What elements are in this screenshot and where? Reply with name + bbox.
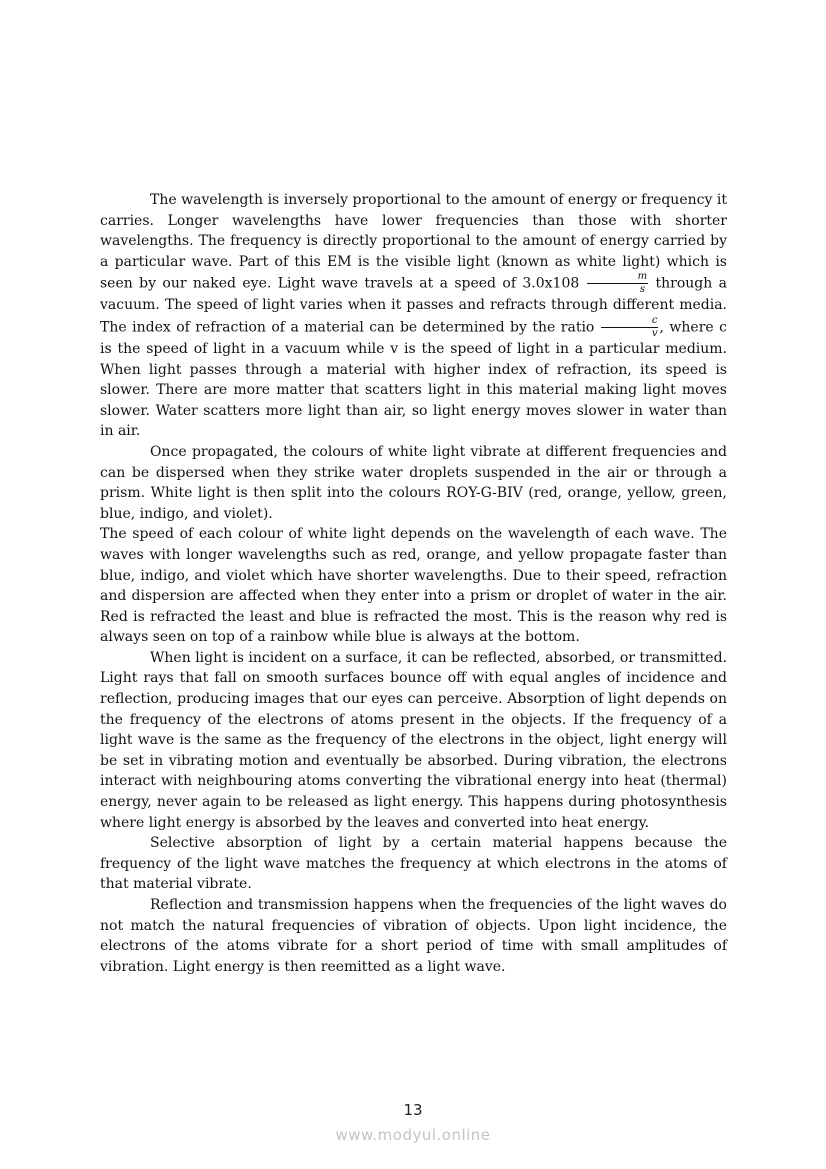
refraction-ratio-fraction bbox=[601, 316, 659, 339]
paragraph-light-speed bbox=[100, 190, 727, 442]
document-body bbox=[100, 190, 727, 977]
paragraph-reflection-transmission: Reflection and transmission happens when the frequencies of the light waves do not match the natural frequencies of vibration of objects. Upon light incidence, the electrons of the atoms vibrate for a short period of time with small amplitudes of vibration. Light energy is then reemitted as a light wave. bbox=[100, 897, 727, 975]
page-number: 13 bbox=[403, 1101, 423, 1119]
fraction-denominator: s bbox=[639, 284, 645, 296]
paragraph-colour-speed: The speed of each colour of white light depends on the wavelength of each wave. The waves with longer wavelengths such as red, orange, and yellow propagate faster than blue, indigo, and violet which have shorter wavelengths. Due to their speed, refraction and dispersion are affected when they enter into a prism or droplet of water in the air. Red is refracted the least and blue is refracted the most. This is the reason why red is always seen on top of a rainbow while blue is always at the bottom. bbox=[100, 526, 727, 646]
watermark: www.modyul.online bbox=[335, 1126, 491, 1144]
paragraph-absorption: When light is incident on a surface, it can be reflected, absorbed, or transmitted. Light rays that fall on smooth surfaces bounce off with equal angles of incidence and reflection, producing images that our eyes can perceive. Absorption of light depends on the frequency of the electrons of atoms present in the objects. If the frequency of a light wave is the same as the frequency of the electrons in the object, light energy will be set in vibrating motion and eventually be absorbed. During vibration, the electrons interact with neighbouring atoms converting the vibrational energy into heat (thermal) energy, never again to be released as light energy. This happens during photosynthesis where light energy is absorbed by the leaves and converted into heat energy. bbox=[100, 649, 727, 831]
paragraph-text: through a vacuum. The speed of light varies when it passes and refracts through different media. The index of refraction of a material can be determined by the ratio bbox=[100, 275, 727, 336]
paragraph-dispersion: Once propagated, the colours of white light vibrate at different frequencies and can be dispersed when they strike water droplets suspended in the air or through a prism. White light is then split into the colours ROY-G-BIV (red, orange, yellow, green, blue, indigo, and violet). bbox=[100, 443, 727, 522]
fraction-denominator: v bbox=[651, 327, 658, 339]
paragraph-text: The wavelength is inversely proportional to the amount of energy or frequency it carries. Longer wavelengths have lower frequencies than those with shorter wavelengths. The frequency is directly proportional to the amount of energy carried by a particular wave. Part of this EM is the visible light (known as white light) which is seen by our naked eye. Light wave travels at a speed of 3.0x108 bbox=[100, 192, 727, 292]
fraction-numerator: c bbox=[601, 316, 659, 328]
paragraph-text: , where c is the speed of light in a vacuum while v is the speed of light in a particular medium. When light passes through a material with higher index of refraction, its speed is slower. There are more matter that scatters light in this material making light moves slower. Water scatters more light than air, so light energy moves slower in water than in air. bbox=[100, 319, 727, 440]
paragraph-selective-absorption: Selective absorption of light by a certain material happens because the frequency of the light wave matches the frequency at which electrons in the atoms of that material vibrate. bbox=[100, 835, 727, 893]
fraction-numerator: m bbox=[587, 272, 648, 284]
speed-unit-fraction bbox=[587, 272, 648, 295]
